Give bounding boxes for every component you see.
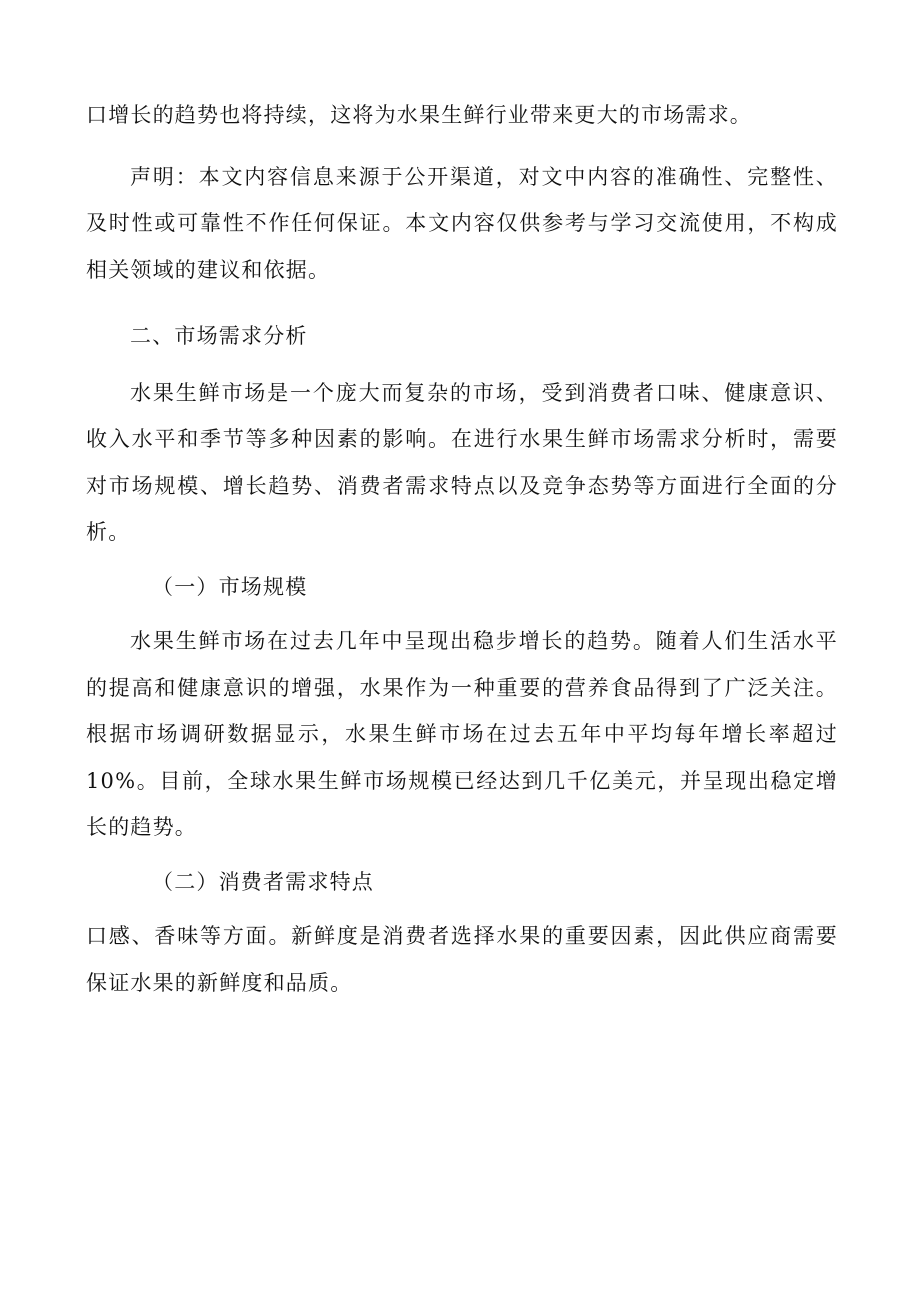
market-demand-intro-paragraph: 水果生鲜市场是一个庞大而复杂的市场，受到消费者口味、健康意识、收入水平和季节等多种因素的影响。在进行水果生鲜市场需求分析时，需要对市场规模、增长趋势、消费者需求特点以及竞争态势等方面进行全面的分析。 xyxy=(86,380,838,544)
document-body xyxy=(86,92,838,1006)
consumer-demand-paragraph: 口感、香味等方面。新鲜度是消费者选择水果的重要因素，因此供应商需要保证水果的新鲜度和品质。 xyxy=(86,924,838,995)
disclaimer-paragraph: 声明：本文内容信息来源于公开渠道，对文中内容的准确性、完整性、及时性或可靠性不作任何保证。本文内容仅供参考与学习交流使用，不构成相关领域的建议和依据。 xyxy=(86,164,838,282)
section-heading: 二、市场需求分析 xyxy=(130,324,308,348)
market-size-paragraph: 水果生鲜市场在过去几年中呈现出稳步增长的趋势。随着人们生活水平的提高和健康意识的增强，水果作为一种重要的营养食品得到了广泛关注。根据市场调研数据显示，水果生鲜市场在过去五年中平均每年增长率超过10%。目前，全球水果生鲜市场规模已经达到几千亿美元，并呈现出稳定增长的趋势。 xyxy=(86,629,838,839)
subsection-heading-consumer-demand: （二）消费者需求特点 xyxy=(152,869,374,894)
subsection-heading-market-size: （一）市场规模 xyxy=(152,574,308,599)
paragraph-continuation: 口增长的趋势也将持续，这将为水果生鲜行业带来更大的市场需求。 xyxy=(86,103,752,127)
